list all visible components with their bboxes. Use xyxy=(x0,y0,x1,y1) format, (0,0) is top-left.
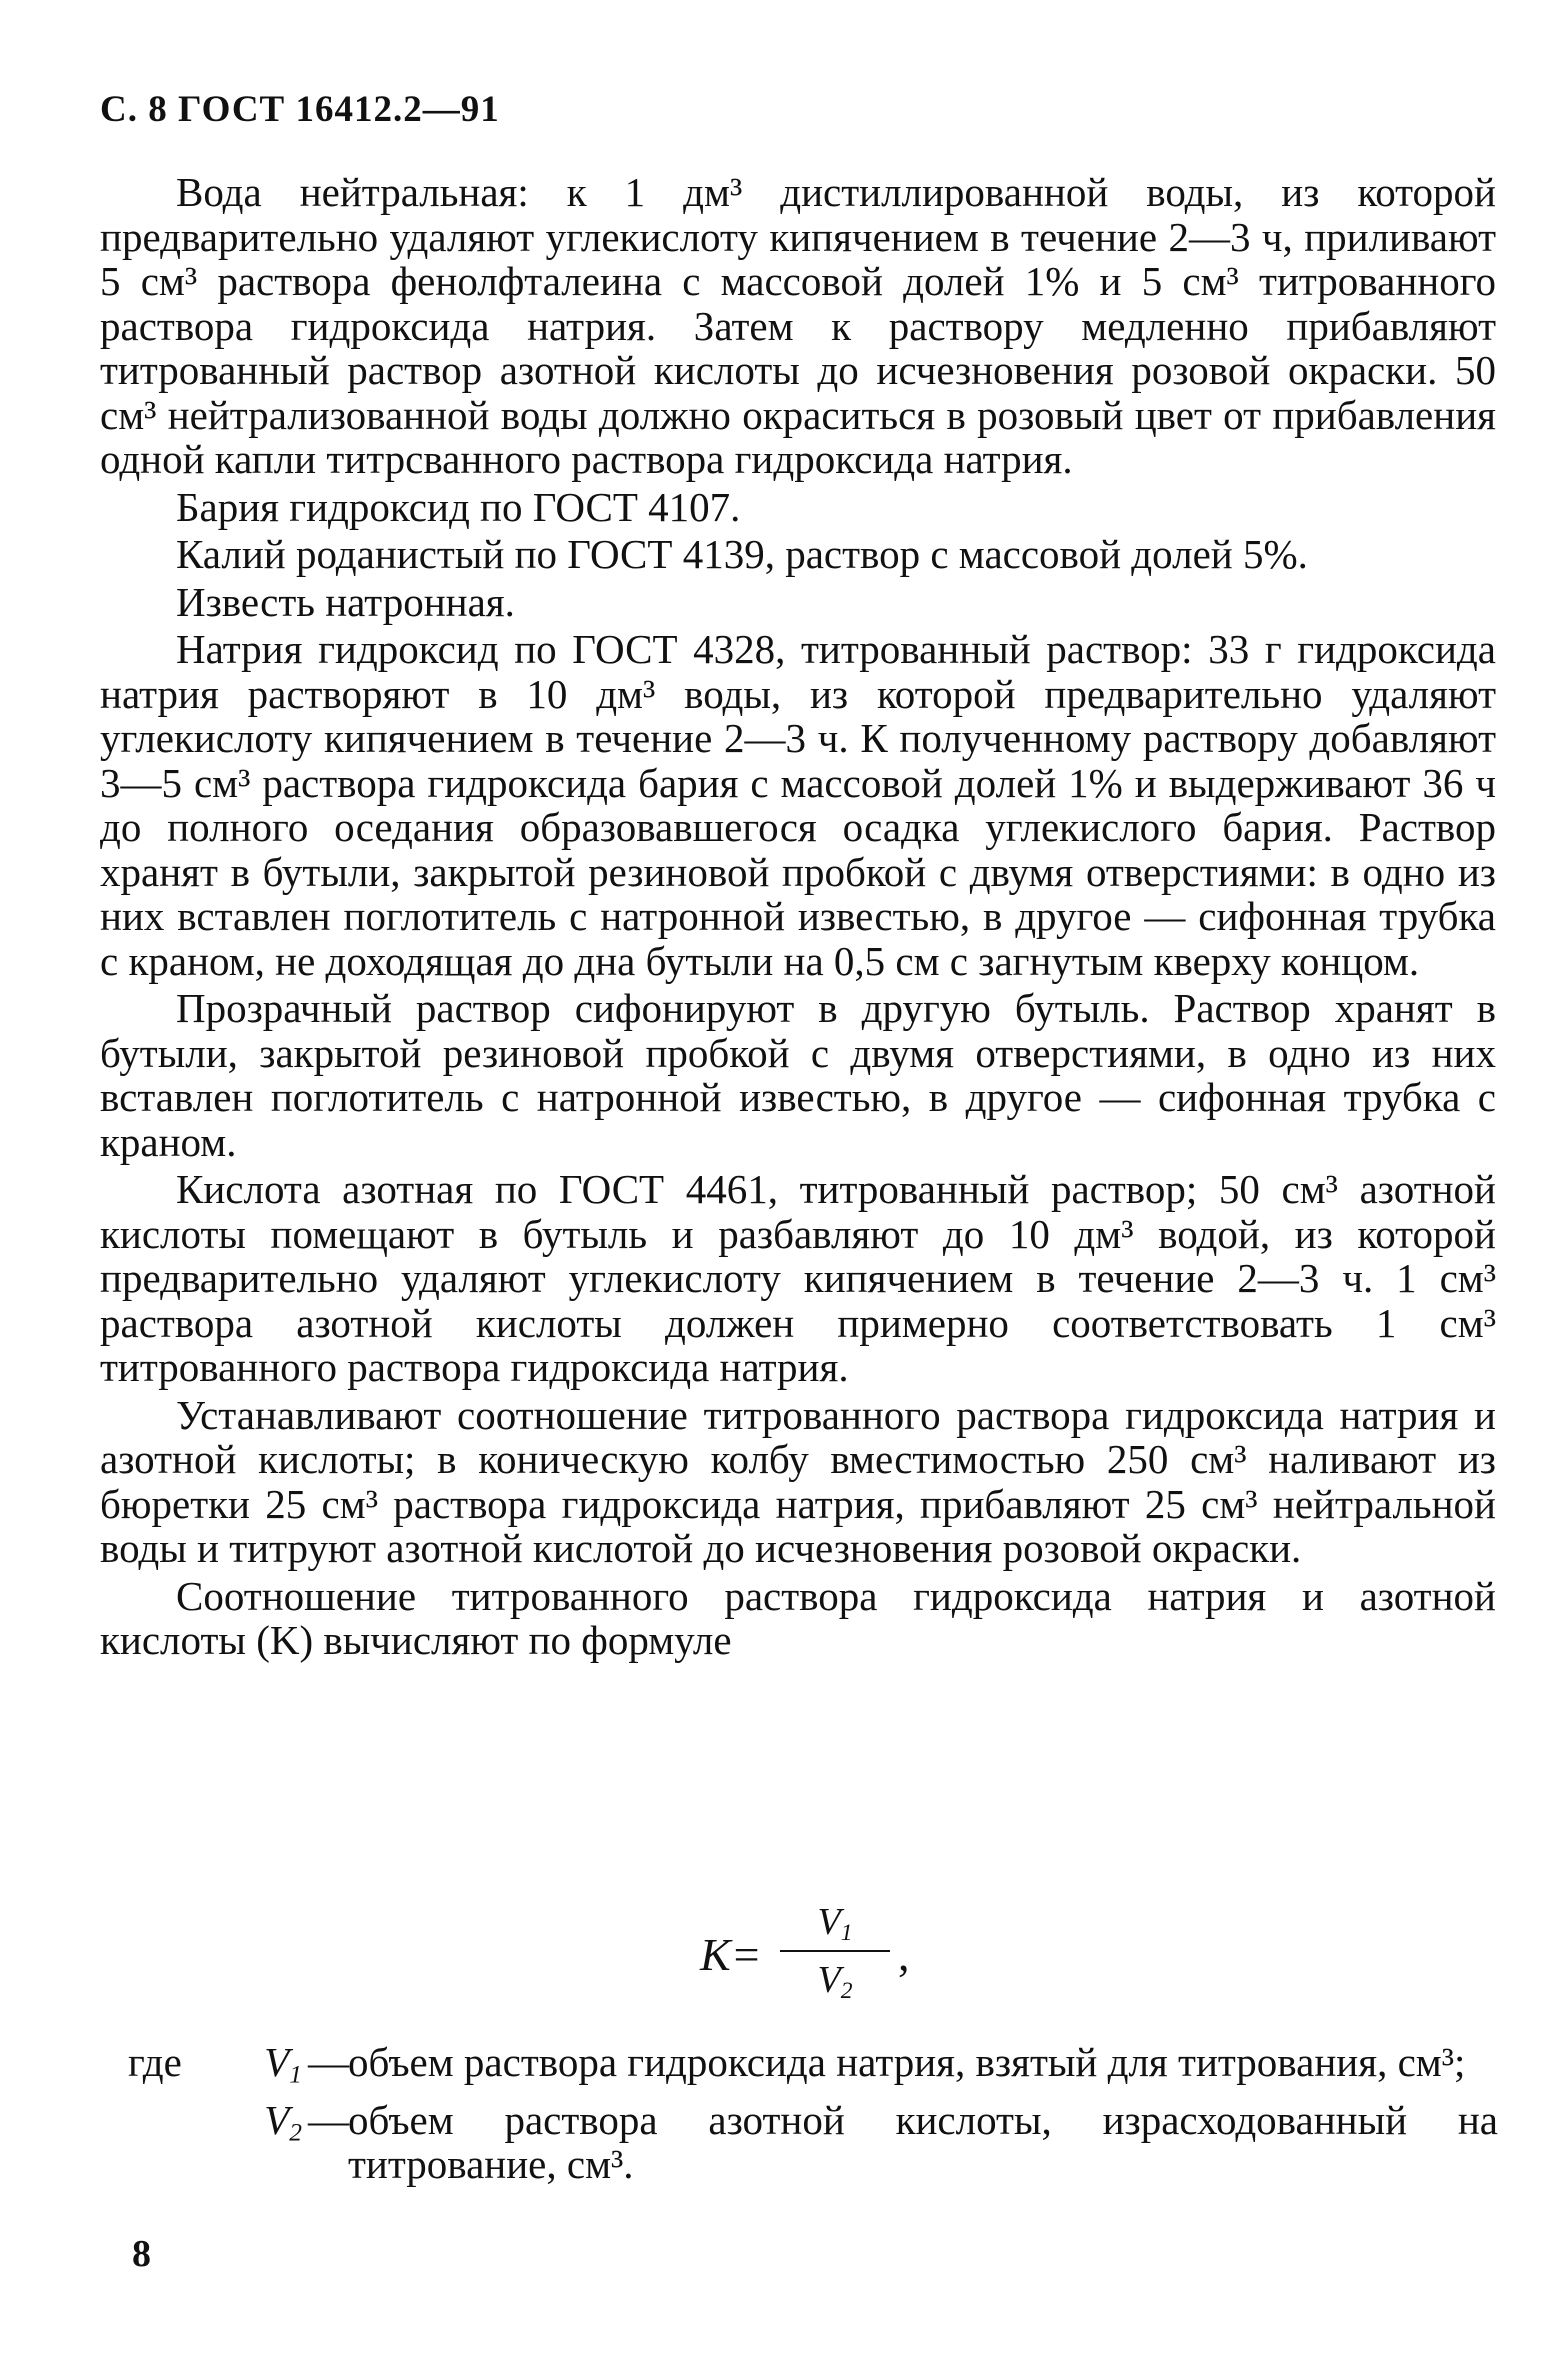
paragraph-soda-lime: Известь натронная. xyxy=(176,578,515,625)
legend-symbol: $V_2$ xyxy=(264,2097,302,2147)
page-header: С. 8 ГОСТ 16412.2—91 xyxy=(100,89,500,130)
paragraph-ratio-setup: Устанавливают соотношение титрованного раствора гидроксида натрия и азотной кислоты; в коническую колбу вместимостью 250 см³ наливают из бюретки 25 см³ раствора гидроксида натрия, прибавляют 25 см³ нейтральной воды и титруют азотной кислотой до исчезновения розовой окраски. xyxy=(100,1391,1496,1571)
paragraph-formula-intro: Соотношение титрованного раствора гидроксида натрия и азотной кислоты (K) вычисляют по формуле xyxy=(100,1572,1496,1663)
fraction-bar xyxy=(780,1950,890,1952)
formula-fraction xyxy=(780,1900,890,2002)
legend-dash: — xyxy=(308,2097,349,2144)
legend-symbol: $V_1$ xyxy=(264,2039,302,2089)
paragraph-neutral-water: Вода нейтральная: к 1 дм³ дистиллированной воды, из которой предварительно удаляют углекислоту кипячением в течение 2—3 ч, приливают 5 см³ раствора фенолфталеина с массовой долей 1% и 5 см³ титрованного раствора гидроксида натрия. Затем к раствору медленно прибавляют титрованный раствор азотной кислоты до исчезновения розовой окраски. 50 см³ нейтрализованной воды должно окраситься в розовый цвет от прибавления одной капли титрсванного раствора гидроксида натрия. xyxy=(100,169,1496,482)
formula-denominator: $V_2$ xyxy=(817,1959,853,2004)
ratio-formula xyxy=(700,1900,940,2010)
paragraph-potassium-thiocyanate: Калий роданистый по ГОСТ 4139, раствор с массовой долей 5%. xyxy=(176,531,1308,577)
page-number: 8 xyxy=(132,2233,151,2275)
legend-row-v2 xyxy=(128,2098,1498,2186)
legend-row-v1 xyxy=(128,2040,1498,2096)
paragraph-barium-hydroxide: Бария гидроксид по ГОСТ 4107. xyxy=(176,483,741,530)
formula-numerator: $V_1$ xyxy=(817,1901,853,1946)
legend-description: объем раствора азотной кислоты, израсходованный на титрование, см³. xyxy=(348,2097,1498,2188)
formula-lhs: K= xyxy=(700,1929,762,1980)
legend-description: объем раствора гидроксида натрия, взятый для титрования, см³; xyxy=(348,2039,1466,2085)
paragraph-sodium-hydroxide: Натрия гидроксид по ГОСТ 4328, титрованный раствор: 33 г гидроксида натрия растворяют в 10 дм³ воды, из которой предварительно удаляют углекислоту кипячением в течение 2—3 ч. К полученному раствору добавляют 3—5 см³ раствора гидроксида бария с массовой долей 1% и выдерживают 36 ч до полного оседания образовавшегося осадка углекислого бария. Раствор хранят в бутыли, закрытой резиновой пробкой с двумя отверстиями: в одно из них вставлен поглотитель с натронной известью, в другое — сифонная трубка с краном, не доходящая до дна бутыли на 0,5 см с загнутым кверху концом. xyxy=(100,626,1496,984)
formula-trailing-comma: , xyxy=(898,1929,910,1980)
paragraph-nitric-acid: Кислота азотная по ГОСТ 4461, титрованный раствор; 50 см³ азотной кислоты помещают в бутыль и разбавляют до 10 дм³ водой, из которой предварительно удаляют углекислоту кипячением в течение 2—3 ч. 1 см³ раствора азотной кислоты должен примерно соответствовать 1 см³ титрованного раствора гидроксида натрия. xyxy=(100,1166,1496,1390)
legend-dash: — xyxy=(308,2039,349,2085)
formula-legend xyxy=(128,2040,1498,2188)
paragraph-siphon: Прозрачный раствор сифонируют в другую бутыль. Раствор хранят в бутыли, закрытой резиновой пробкой с двумя отверстиями, в одно из них вставлен поглотитель с натронной известью, в другое — сифонная трубка с краном. xyxy=(100,985,1496,1165)
legend-lead: где xyxy=(128,2039,182,2085)
document-body xyxy=(100,170,1496,1666)
